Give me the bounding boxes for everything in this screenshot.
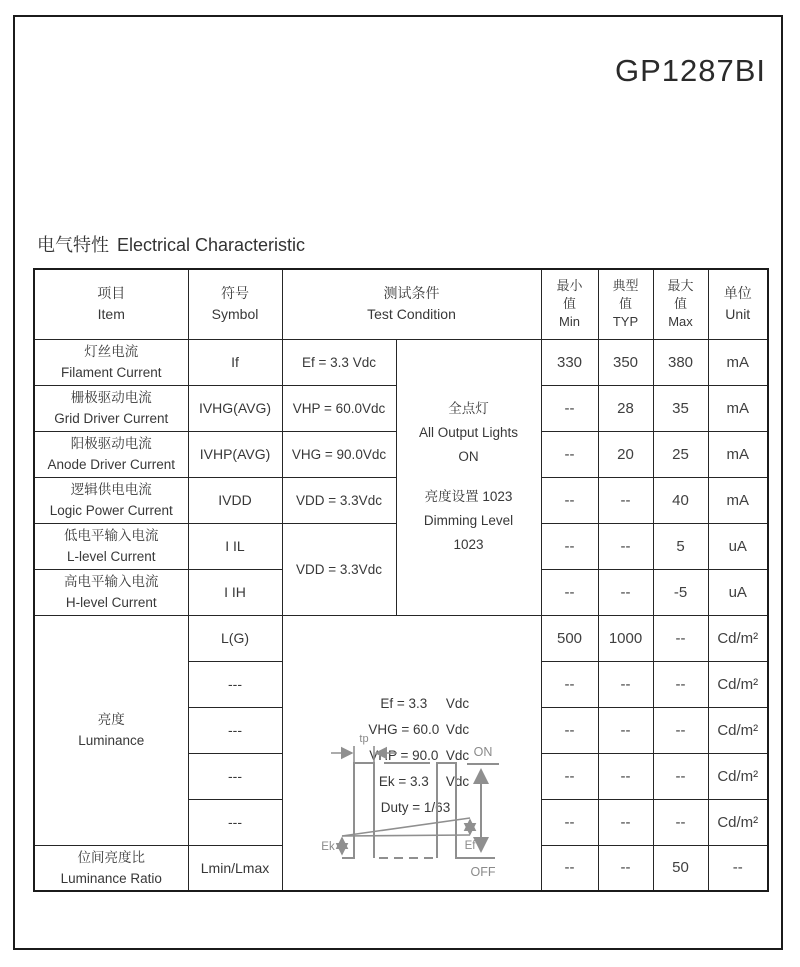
item-zh: 位间亮度比: [77, 849, 145, 865]
header-item-zh: 项目: [97, 285, 126, 302]
typ-value: 28: [598, 385, 653, 431]
symbol-cell: If: [188, 339, 282, 385]
unit-value: uA: [708, 523, 768, 569]
item-l-level-current: [34, 523, 188, 569]
item-zh: 逻辑供电电流: [70, 482, 152, 497]
item-luminance: [34, 615, 188, 845]
header-min-zh: 最小: [556, 278, 583, 294]
item-en: L-level Current: [66, 549, 156, 564]
typ-value: --: [598, 477, 653, 523]
min-value: 500: [541, 615, 598, 661]
condition-label: Ek = 3.3: [378, 774, 429, 790]
min-value: --: [541, 753, 598, 799]
max-value: 40: [653, 477, 708, 523]
min-value: --: [541, 385, 598, 431]
item-en: Logic Power Current: [49, 503, 173, 518]
max-value: --: [653, 707, 708, 753]
condition-label: VHP = 90.0: [369, 748, 439, 764]
typ-value: --: [598, 799, 653, 845]
typ-value: 350: [598, 339, 653, 385]
typ-value: --: [598, 569, 653, 615]
max-value: --: [653, 615, 708, 661]
condition-cell-merged: VDD = 3.3Vdc: [282, 523, 396, 615]
table-row: [34, 339, 768, 385]
symbol-cell: ---: [188, 661, 282, 707]
header-max-en: Max: [668, 314, 693, 330]
symbol-cell: IVHG(AVG): [188, 385, 282, 431]
item-zh: 高电平输入电流: [64, 574, 159, 589]
symbol-cell: ---: [188, 753, 282, 799]
typ-value: --: [598, 707, 653, 753]
condition-unit: Vdc: [445, 748, 470, 764]
min-value: --: [541, 569, 598, 615]
item-en: Luminance Ratio: [60, 870, 162, 886]
unit-value: mA: [708, 431, 768, 477]
min-value: --: [541, 845, 598, 891]
max-value: --: [653, 661, 708, 707]
item-en: Grid Driver Current: [54, 411, 169, 426]
symbol-cell: ---: [188, 799, 282, 845]
symbol-cell: ---: [188, 707, 282, 753]
header-unit: [708, 269, 768, 339]
item-en: Anode Driver Current: [47, 457, 176, 472]
item-grid-driver-current: [34, 385, 188, 431]
unit-value: Cd/m²: [708, 707, 768, 753]
item-zh: 栅极驱动电流: [70, 390, 152, 405]
item-logic-power-current: [34, 477, 188, 523]
typ-value: 20: [598, 431, 653, 477]
header-symbol-en: Symbol: [211, 306, 259, 323]
item-zh: 灯丝电流: [84, 344, 139, 359]
on-label: ON: [473, 744, 492, 759]
symbol-cell: I IL: [188, 523, 282, 569]
header-max: [653, 269, 708, 339]
min-value: --: [541, 477, 598, 523]
min-value: --: [541, 799, 598, 845]
condition-label: VHG = 60.0: [368, 722, 440, 738]
max-value: -5: [653, 569, 708, 615]
section-heading-en: Electrical Characteristic: [117, 235, 306, 255]
header-symbol-zh: 符号: [221, 285, 249, 302]
condition-cell: VDD = 3.3Vdc: [282, 477, 396, 523]
filament-timing-diagram: [317, 728, 519, 880]
item-zh: 亮度: [97, 712, 125, 727]
item-luminance-ratio: [34, 845, 188, 891]
typ-value: 1000: [598, 615, 653, 661]
table-header-row: [34, 269, 768, 339]
item-filament-current: [34, 339, 188, 385]
header-condition-en: Test Condition: [367, 306, 456, 323]
unit-value: Cd/m²: [708, 615, 768, 661]
unit-value: Cd/m²: [708, 661, 768, 707]
item-zh: 阳极驱动电流: [70, 436, 152, 451]
item-en: H-level Current: [65, 595, 157, 610]
typ-value: --: [598, 523, 653, 569]
ek-label: Ek: [320, 840, 335, 853]
header-unit-en: Unit: [725, 306, 751, 323]
unit-value: Cd/m²: [708, 799, 768, 845]
max-value: 25: [653, 431, 708, 477]
item-zh: 低电平输入电流: [64, 528, 159, 543]
min-value: --: [541, 661, 598, 707]
unit-value: mA: [708, 385, 768, 431]
typ-value: --: [598, 753, 653, 799]
symbol-cell: I IH: [188, 569, 282, 615]
typ-value: --: [598, 661, 653, 707]
min-value: 330: [541, 339, 598, 385]
section-heading: [37, 231, 305, 257]
symbol-cell: Lmin/Lmax: [188, 845, 282, 891]
condition-label: Duty = 1/63: [380, 800, 451, 816]
item-anode-driver-current: [34, 431, 188, 477]
header-min-en: Min: [559, 314, 580, 330]
condition-cell: VHP = 60.0Vdc: [282, 385, 396, 431]
table-row: [34, 615, 768, 661]
electrical-characteristic-table: [33, 268, 769, 892]
min-value: --: [541, 707, 598, 753]
unit-value: mA: [708, 339, 768, 385]
document-title: GP1287BI: [614, 53, 766, 88]
header-max-zh: 最大: [667, 278, 694, 294]
header-item: [34, 269, 188, 339]
unit-value: Cd/m²: [708, 753, 768, 799]
item-en: Luminance: [78, 733, 145, 748]
header-typ: [598, 269, 653, 339]
shared-condition-cell: [396, 339, 541, 615]
unit-value: uA: [708, 569, 768, 615]
max-value: --: [653, 753, 708, 799]
luminance-condition-cell: [282, 615, 541, 891]
header-typ-zh: 典型: [612, 278, 639, 294]
max-value: 35: [653, 385, 708, 431]
header-min: [541, 269, 598, 339]
shared-cond-line: All Output Lights: [418, 425, 519, 440]
header-symbol: [188, 269, 282, 339]
max-value: 50: [653, 845, 708, 891]
condition-line: [291, 691, 541, 717]
shared-cond-line: 全点灯: [448, 401, 489, 416]
symbol-cell: IVDD: [188, 477, 282, 523]
tp-label: tp: [358, 732, 369, 745]
condition-unit: Vdc: [445, 696, 470, 712]
symbol-cell: IVHP(AVG): [188, 431, 282, 477]
header-unit-zh: 单位: [723, 285, 752, 302]
condition-unit: Vdc: [445, 774, 470, 790]
max-value: 5: [653, 523, 708, 569]
condition-unit: Vdc: [445, 722, 470, 738]
shared-cond-line: ON: [458, 449, 479, 464]
min-value: --: [541, 523, 598, 569]
header-typ-zh2: 值: [618, 296, 632, 312]
header-item-en: Item: [97, 306, 125, 323]
header-test-condition: [282, 269, 541, 339]
ramp-line-lower: [342, 835, 470, 836]
off-label: OFF: [470, 864, 495, 879]
max-value: 380: [653, 339, 708, 385]
min-value: --: [541, 431, 598, 477]
symbol-cell: L(G): [188, 615, 282, 661]
shared-cond-line: 1023: [453, 537, 484, 552]
typ-value: --: [598, 845, 653, 891]
header-min-zh2: 值: [562, 296, 576, 312]
max-value: --: [653, 799, 708, 845]
section-heading-zh: 电气特性: [37, 235, 109, 255]
header-max-zh2: 值: [673, 296, 687, 312]
ramp-line-upper: [342, 818, 470, 836]
shared-cond-line: 亮度设置 1023: [424, 489, 513, 504]
shared-cond-line: Dimming Level: [423, 513, 514, 528]
header-condition-zh: 测试条件: [383, 285, 440, 302]
unit-value: --: [708, 845, 768, 891]
condition-cell: Ef = 3.3 Vdc: [282, 339, 396, 385]
item-en: Filament Current: [60, 365, 162, 380]
header-typ-en: TYP: [612, 314, 639, 330]
item-h-level-current: [34, 569, 188, 615]
unit-value: mA: [708, 477, 768, 523]
condition-cell: VHG = 90.0Vdc: [282, 431, 396, 477]
ef-label: Ef: [464, 839, 475, 852]
pulse-1: [342, 763, 374, 858]
condition-label: Ef = 3.3: [380, 696, 428, 712]
